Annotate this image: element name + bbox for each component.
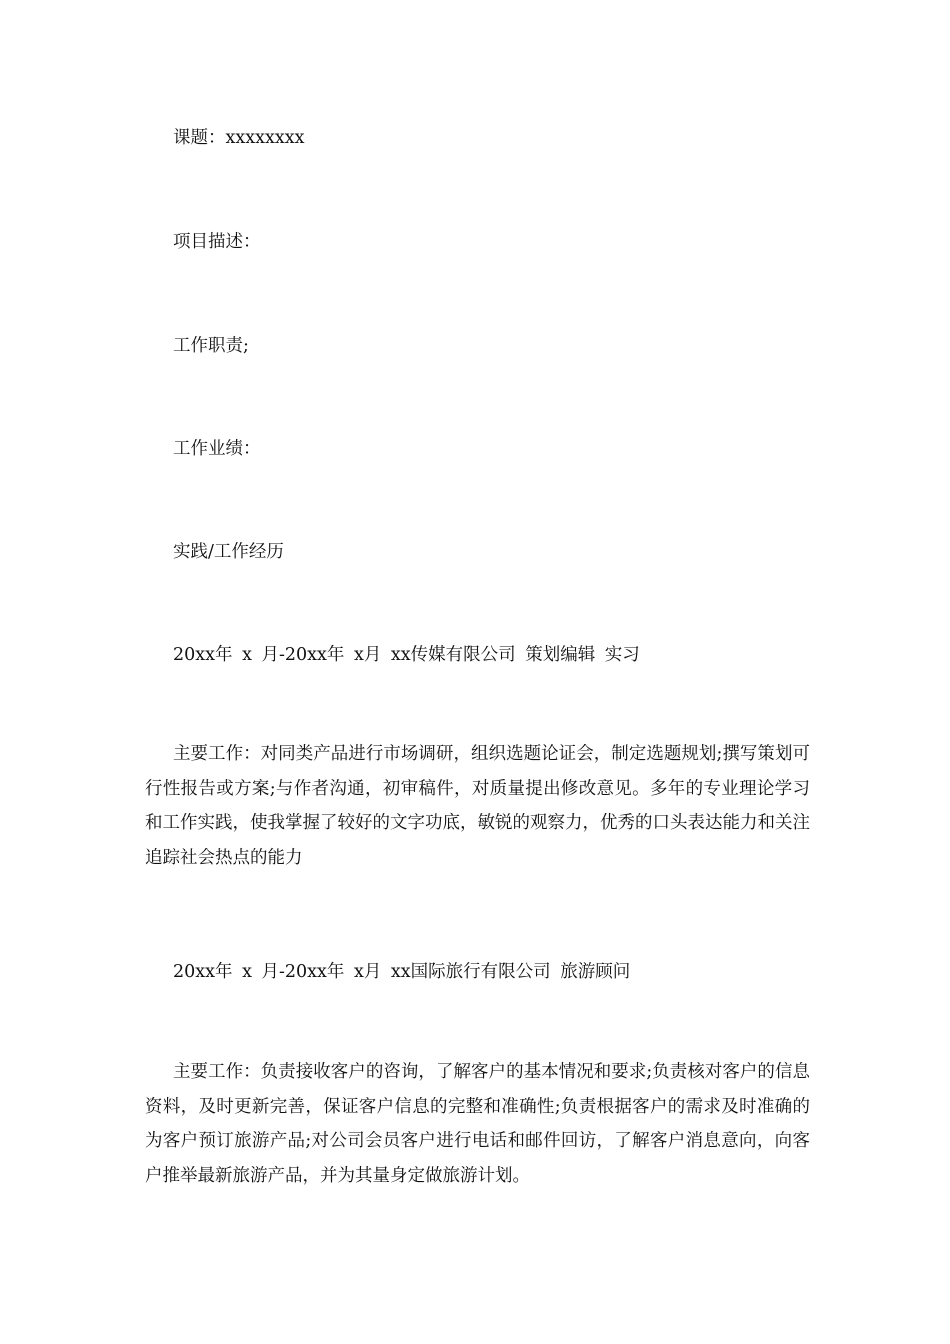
project-description-label: 项目描述： xyxy=(173,232,261,252)
job-duties-label: 工作职责; xyxy=(173,336,249,356)
job-performance-label: 工作业绩： xyxy=(173,439,261,459)
entry-header: 20xx年 x 月-20xx年 x月 xx传媒有限公司 策划编辑 实习 xyxy=(173,645,640,665)
experience-heading: 实践/工作经历 xyxy=(173,542,284,562)
entry-header: 20xx年 x 月-20xx年 x月 xx国际旅行有限公司 旅游顾问 xyxy=(173,962,631,982)
topic-line: 课题：xxxxxxxx xyxy=(173,128,305,148)
entry-body: 主要工作：负责接收客户的咨询，了解客户的基本情况和要求;负责核对客户的信息资料，及时更新完善，保证客户信息的完整和准确性;负责根据客户的需求及时准确的为客户预订旅游产品;对公司会员客户进行电话和邮件回访，了解客户消息意向，向客户推举最新旅游产品，并为其量身定做旅游计划。 xyxy=(145,1062,810,1186)
entry-body: 主要工作：对同类产品进行市场调研，组织选题论证会，制定选题规划;撰写策划可行性报告或方案;与作者沟通，初审稿件，对质量提出修改意见。多年的专业理论学习和工作实践，使我掌握了较好的文字功底，敏锐的观察力，优秀的口头表达能力和关注追踪社会热点的能力 xyxy=(145,744,810,868)
